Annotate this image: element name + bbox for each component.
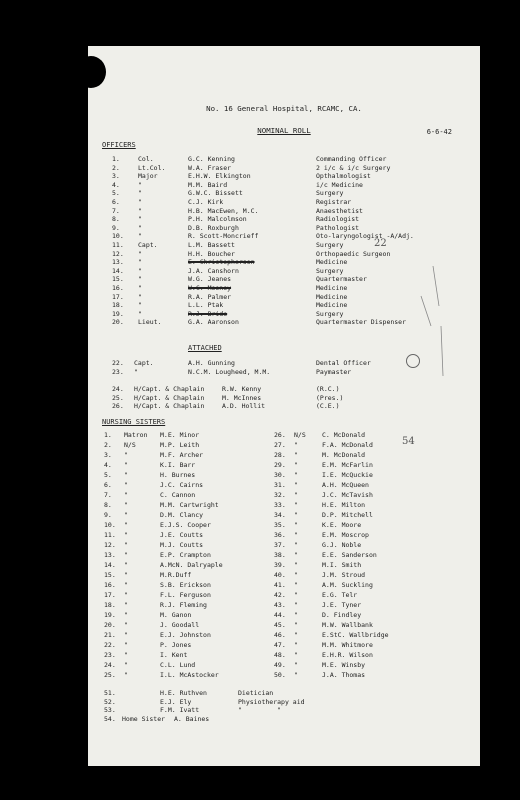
officer-rank: " (138, 258, 142, 267)
officer-rank: " (138, 180, 142, 189)
sister-name: A.McN. Dalryaple (160, 561, 223, 569)
sister-name: K.E. Moore (322, 521, 362, 529)
officer-name: L.L. Ptak (188, 301, 224, 310)
sister-name: A.M. Suckling (322, 581, 373, 589)
officer-name: G.C. Kenning (188, 155, 235, 163)
punch-hole (88, 56, 106, 88)
officer-number: 13. (112, 258, 124, 267)
officer-name: H.B. MacEwen, M.C. (188, 206, 259, 215)
handwritten-note-54: 54 (402, 436, 415, 447)
sister-rank: " (294, 511, 298, 519)
officer-name: P.H. Malcolmson (188, 215, 247, 224)
officer-name: R.J. Bride (188, 309, 228, 318)
officer-rank: " (138, 189, 142, 198)
officer-role: Medicine (316, 258, 348, 267)
officer-number: 10. (112, 232, 124, 241)
sister-rank: " (124, 651, 128, 659)
officer-role: Orthopaedic Surgeon (316, 249, 391, 258)
sister-rank: " (124, 511, 128, 519)
sister-rank: " (124, 501, 128, 509)
sister-number: 38. (274, 551, 286, 559)
sister-number: 24. (104, 661, 116, 669)
extra-number: 54. (104, 714, 116, 723)
sister-name: S.B. Erickson (160, 581, 211, 589)
attached-rank: Capt. (134, 359, 154, 367)
officer-name: R.A. Palmer (188, 292, 232, 301)
attached-number: 22. (112, 359, 124, 367)
sister-rank: " (124, 661, 128, 669)
sister-rank: " (294, 611, 298, 619)
attached-name: A.H. Gunning (188, 359, 235, 367)
officer-role: Surgery (316, 189, 344, 198)
officer-role: Medicine (316, 301, 348, 310)
officer-rank: " (138, 249, 142, 258)
sister-rank: Matron (124, 431, 148, 439)
officer-role: Medicine (316, 284, 348, 292)
sister-name: E.G. Telr (322, 591, 358, 599)
officer-rank: Col. (138, 155, 154, 163)
sister-rank: " (294, 631, 298, 639)
hospital-heading: No. 16 General Hospital, RCAMC, CA. (206, 104, 362, 113)
officer-rank: " (138, 292, 142, 301)
officer-number: 9. (112, 223, 120, 232)
sister-number: 43. (274, 601, 286, 609)
sister-number: 23. (104, 651, 116, 659)
extra-number: 52. (104, 697, 116, 706)
sister-name: J.E. Coutts (160, 531, 204, 539)
sister-name: M. McDonald (322, 451, 366, 459)
sister-number: 4. (104, 461, 112, 469)
sister-name: E.E. Sanderson (322, 551, 377, 559)
sister-name: M.P. Leith (160, 441, 200, 449)
officer-role: Radiologist (316, 215, 360, 224)
officer-name: H.H. Boucher (188, 249, 235, 258)
officer-rank: " (138, 266, 142, 275)
sister-rank: " (294, 521, 298, 529)
officer-rank: " (138, 301, 142, 310)
sister-number: 5. (104, 471, 112, 479)
nursing-sisters-heading: NURSING SISTERS (102, 418, 166, 426)
sister-name: H.E. Milton (322, 501, 366, 509)
sister-rank: " (124, 601, 128, 609)
officer-number: 12. (112, 249, 124, 258)
sister-number: 36. (274, 531, 286, 539)
sister-rank: " (124, 671, 128, 679)
sister-name: J.C. McTavish (322, 491, 373, 499)
sister-rank: " (294, 461, 298, 469)
officer-rank: " (138, 309, 142, 318)
sister-rank: " (294, 671, 298, 679)
officer-rank: Lieut. (138, 318, 162, 327)
officer-rank: " (138, 215, 142, 224)
sister-number: 19. (104, 611, 116, 619)
sister-number: 50. (274, 671, 286, 679)
officer-role: 2 i/c & i/c Surgery (316, 163, 391, 172)
attached-rank: H/Capt. & Chaplain (134, 385, 205, 393)
attached-rank: " (134, 367, 138, 376)
sister-number: 22. (104, 641, 116, 649)
attached-name: N.C.M. Lougheed, M.M. (188, 367, 271, 376)
officer-name: W.A. Fraser (188, 163, 232, 172)
attached-number: 24. (112, 385, 124, 393)
sister-rank: " (294, 531, 298, 539)
officer-number: 19. (112, 309, 124, 318)
sister-rank: " (124, 581, 128, 589)
extra-rank: Home Sister (122, 714, 166, 723)
sister-number: 14. (104, 561, 116, 569)
sister-number: 9. (104, 511, 112, 519)
attached-rank: H/Capt. & Chaplain (134, 402, 205, 411)
sister-number: 6. (104, 481, 112, 489)
officer-name: L.M. Bassett (188, 241, 235, 249)
officer-number: 3. (112, 172, 120, 181)
officer-number: 16. (112, 284, 124, 292)
officer-name: G.W.C. Bissett (188, 189, 243, 198)
sister-name: E.J. Johnston (160, 631, 211, 639)
sister-name: I. Kent (160, 651, 188, 659)
sister-number: 41. (274, 581, 286, 589)
sister-rank: " (124, 571, 128, 579)
sister-number: 8. (104, 501, 112, 509)
attached-role: (C.E.) (316, 402, 340, 411)
attached-name: R.W. Kenny (222, 385, 262, 393)
sister-rank: " (294, 441, 298, 449)
officer-role: Surgery (316, 241, 344, 249)
sister-number: 48. (274, 651, 286, 659)
extra-name: H.E. Ruthven (160, 689, 207, 697)
sister-number: 37. (274, 541, 286, 549)
sister-number: 13. (104, 551, 116, 559)
sister-number: 11. (104, 531, 116, 539)
officer-role: Surgery (316, 309, 344, 318)
extra-number: 51. (104, 689, 116, 697)
officer-number: 8. (112, 215, 120, 224)
sister-rank: " (124, 451, 128, 459)
sister-name: E.J.S. Cooper (160, 521, 211, 529)
sister-rank: " (124, 591, 128, 599)
sister-name: K.I. Barr (160, 461, 196, 469)
officer-role: Quartermaster Dispenser (316, 318, 407, 327)
officer-rank: " (138, 223, 142, 232)
officer-role: Anaesthetist (316, 206, 363, 215)
sister-number: 26. (274, 431, 286, 439)
sister-number: 30. (274, 471, 286, 479)
attached-name: A.D. Hollit (222, 402, 266, 411)
sister-number: 39. (274, 561, 286, 569)
officer-name: G.A. Aaronson (188, 318, 239, 327)
sister-number: 31. (274, 481, 286, 489)
sister-rank: " (124, 641, 128, 649)
sister-number: 33. (274, 501, 286, 509)
attached-role: Paymaster (316, 367, 352, 376)
sister-name: F.A. McDonald (322, 441, 373, 449)
extra-number: 53. (104, 706, 116, 715)
sister-rank: N/S (124, 441, 136, 449)
sister-rank: " (124, 491, 128, 499)
extra-role: Dietician (238, 689, 274, 697)
sister-number: 12. (104, 541, 116, 549)
document-date: 6-6-42 (426, 128, 452, 136)
sister-number: 16. (104, 581, 116, 589)
sister-name: A.H. McQueen (322, 481, 369, 489)
sister-name: E.M. Moscrop (322, 531, 369, 539)
sister-name: E.StC. Wallbridge (322, 631, 389, 639)
sister-rank: " (124, 621, 128, 629)
sister-name: M.I. Smith (322, 561, 362, 569)
sister-name: R.J. Fleming (160, 601, 207, 609)
sister-rank: " (124, 521, 128, 529)
sister-rank: " (124, 481, 128, 489)
officer-name: E.H.W. Elkington (188, 172, 251, 181)
sister-number: 3. (104, 451, 112, 459)
sister-name: H. Burnes (160, 471, 196, 479)
sister-name: J. Goodall (160, 621, 200, 629)
officer-rank: Lt.Col. (138, 163, 166, 172)
sister-name: J.E. Tyner (322, 601, 362, 609)
officer-role: Oto-laryngologist -A/Adj. (316, 232, 414, 241)
officer-number: 18. (112, 301, 124, 310)
sister-name: D. Findley (322, 611, 362, 619)
sister-rank: " (124, 551, 128, 559)
sister-number: 7. (104, 491, 112, 499)
attached-role: Dental Officer (316, 359, 371, 367)
officers-heading: OFFICERS (102, 141, 136, 149)
officer-number: 4. (112, 180, 120, 189)
sister-name: M.R.Duff (160, 571, 192, 579)
sister-number: 47. (274, 641, 286, 649)
sister-number: 45. (274, 621, 286, 629)
sister-rank: " (294, 621, 298, 629)
sister-rank: " (294, 551, 298, 559)
sister-number: 21. (104, 631, 116, 639)
sister-rank: " (124, 531, 128, 539)
officer-number: 20. (112, 318, 124, 327)
sister-number: 15. (104, 571, 116, 579)
sister-name: M.J. Coutts (160, 541, 204, 549)
sister-number: 49. (274, 661, 286, 669)
officer-role: Quartermaster (316, 275, 367, 284)
officer-rank: Major (138, 172, 158, 181)
extra-role: Physiotherapy aid (238, 697, 305, 706)
officer-number: 14. (112, 266, 124, 275)
officer-name: R. Scott-Moncrieff (188, 232, 259, 241)
sister-name: M.M. Cartwright (160, 501, 219, 509)
sister-name: J.M. Stroud (322, 571, 366, 579)
sister-name: G.J. Noble (322, 541, 362, 549)
sister-number: 25. (104, 671, 116, 679)
sister-rank: " (124, 631, 128, 639)
officer-role: Opthalmologist (316, 172, 371, 181)
extra-name: A. Baines (174, 714, 210, 723)
attached-role: (Pres.) (316, 393, 344, 402)
attached-rank: H/Capt. & Chaplain (134, 393, 205, 402)
officer-number: 17. (112, 292, 124, 301)
sister-number: 44. (274, 611, 286, 619)
attached-name: M. McInnes (222, 393, 262, 402)
sister-rank: " (294, 481, 298, 489)
sister-number: 42. (274, 591, 286, 599)
officer-role: Commanding Officer (316, 155, 387, 163)
nominal-roll-heading: NOMINAL ROLL (257, 126, 311, 135)
sister-name: P. Jones (160, 641, 192, 649)
sister-name: M.M. Whitmore (322, 641, 373, 649)
sister-name: D.P. Mitchell (322, 511, 373, 519)
attached-number: 23. (112, 367, 124, 376)
officer-number: 7. (112, 206, 120, 215)
sister-number: 20. (104, 621, 116, 629)
officer-number: 5. (112, 189, 120, 198)
officer-name: M.M. Baird (188, 180, 228, 189)
extra-name: F.M. Ivatt (160, 706, 200, 715)
sister-number: 18. (104, 601, 116, 609)
handwritten-pencil-marks (413, 266, 453, 386)
sister-name: D.M. Clancy (160, 511, 204, 519)
sister-name: F.L. Ferguson (160, 591, 211, 599)
sister-number: 40. (274, 571, 286, 579)
handwritten-note-22: 22 (374, 238, 387, 249)
sister-name: M.E. Winsby (322, 661, 366, 669)
sister-rank: " (294, 581, 298, 589)
attached-number: 26. (112, 402, 124, 411)
sister-name: J.A. Thomas (322, 671, 366, 679)
attached-heading: ATTACHED (188, 344, 222, 352)
sister-number: 1. (104, 431, 112, 439)
officer-name: W.C. Mooney (188, 284, 232, 292)
sister-rank: " (124, 561, 128, 569)
sister-rank: " (294, 501, 298, 509)
officer-rank: " (138, 198, 142, 206)
extra-role: " " (238, 706, 282, 715)
sister-name: M.F. Archer (160, 451, 204, 459)
attached-number: 25. (112, 393, 124, 402)
sister-rank: " (124, 541, 128, 549)
sister-name: E.H.R. Wilson (322, 651, 373, 659)
sister-number: 34. (274, 511, 286, 519)
sister-number: 27. (274, 441, 286, 449)
sister-name: M. Ganon (160, 611, 192, 619)
sister-name: E.P. Crampton (160, 551, 211, 559)
sister-name: M.W. Wallbank (322, 621, 373, 629)
sister-number: 28. (274, 451, 286, 459)
sister-rank: " (294, 601, 298, 609)
document-page (88, 46, 480, 766)
sister-number: 2. (104, 441, 112, 449)
officer-name: J.A. Canshorn (188, 266, 239, 275)
officer-role: Surgery (316, 266, 344, 275)
officer-number: 1. (112, 155, 120, 163)
officer-rank: " (138, 206, 142, 215)
sister-name: C. McDonald (322, 431, 366, 439)
sister-name: I.E. McQuckie (322, 471, 373, 479)
sister-number: 10. (104, 521, 116, 529)
sister-rank: " (294, 591, 298, 599)
extra-name: E.J. Ely (160, 697, 192, 706)
officer-number: 11. (112, 241, 124, 249)
officer-rank: " (138, 275, 142, 284)
sister-rank: " (124, 471, 128, 479)
sister-rank: " (294, 491, 298, 499)
officer-name: E. Christopherson (188, 258, 255, 267)
officer-name: W.G. Jeanes (188, 275, 232, 284)
sister-number: 29. (274, 461, 286, 469)
officer-role: i/c Medicine (316, 180, 363, 189)
officer-rank: " (138, 284, 142, 292)
sister-rank: " (124, 461, 128, 469)
officer-rank: " (138, 232, 142, 241)
officer-number: 6. (112, 198, 120, 206)
officer-role: Medicine (316, 292, 348, 301)
sister-name: M.E. Minor (160, 431, 200, 439)
sister-rank: " (124, 611, 128, 619)
officer-name: D.B. Roxburgh (188, 223, 239, 232)
sister-name: J.C. Cairns (160, 481, 204, 489)
sister-rank: " (294, 571, 298, 579)
sister-rank: " (294, 471, 298, 479)
sister-name: I.L. McAstocker (160, 671, 219, 679)
officer-role: Pathologist (316, 223, 360, 232)
sister-number: 46. (274, 631, 286, 639)
sister-name: C. Cannon (160, 491, 196, 499)
attached-role: (R.C.) (316, 385, 340, 393)
sister-name: E.M. McFarlin (322, 461, 373, 469)
sister-number: 35. (274, 521, 286, 529)
sister-number: 17. (104, 591, 116, 599)
sister-rank: " (294, 641, 298, 649)
officer-role: Registrar (316, 198, 352, 206)
sister-rank: " (294, 661, 298, 669)
sister-rank: N/S (294, 431, 306, 439)
sister-rank: " (294, 561, 298, 569)
sister-rank: " (294, 651, 298, 659)
sister-number: 32. (274, 491, 286, 499)
sister-name: C.L. Lund (160, 661, 196, 669)
officer-rank: Capt. (138, 241, 158, 249)
officer-number: 15. (112, 275, 124, 284)
officer-name: C.J. Kirk (188, 198, 224, 206)
sister-rank: " (294, 451, 298, 459)
officer-number: 2. (112, 163, 120, 172)
sister-rank: " (294, 541, 298, 549)
